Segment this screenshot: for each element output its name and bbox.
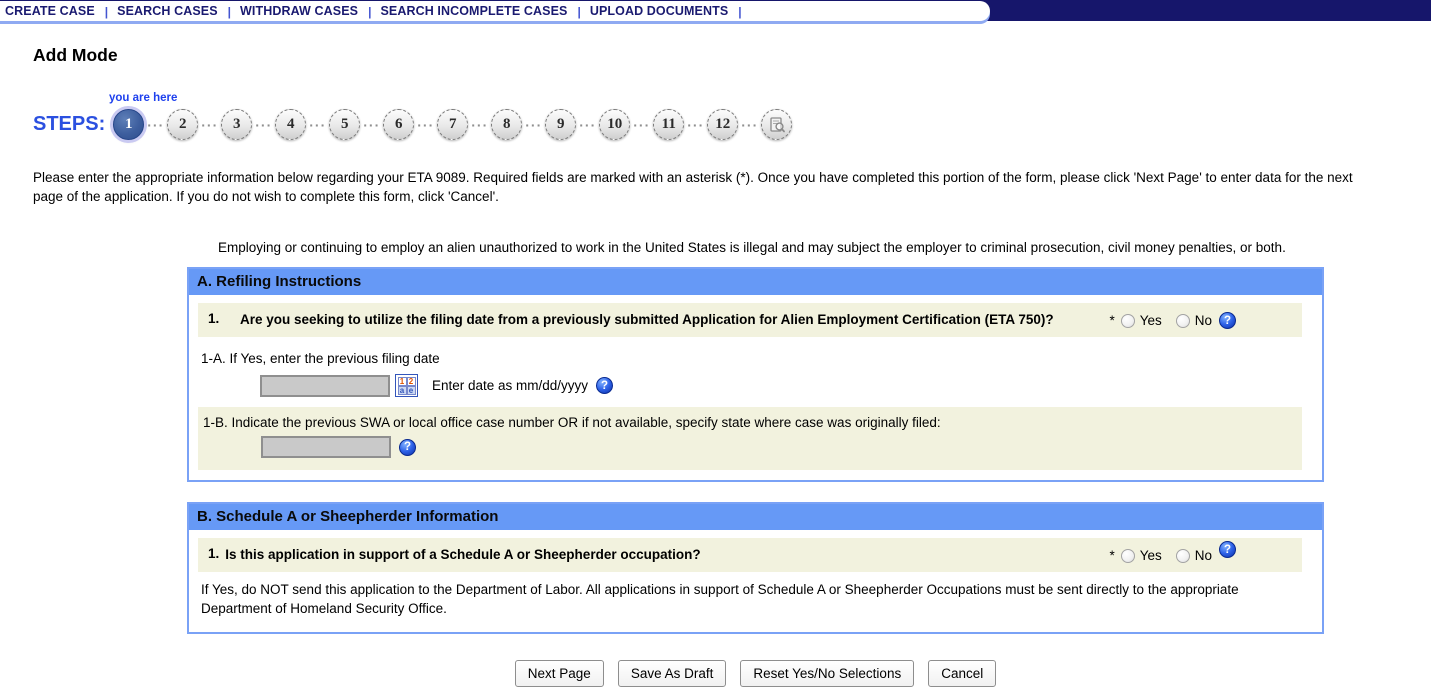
section-b-schedule-a-sheepherder: [187, 502, 1324, 634]
section-a-header: A. Refiling Instructions: [189, 269, 1322, 295]
section-b-content: [189, 530, 1322, 632]
section-a-q1-yes-radio[interactable]: [1121, 314, 1135, 328]
step-connector-dots: ···: [471, 116, 489, 133]
section-a-question-1a-block: [198, 343, 1302, 401]
intro-line-1: Please enter the appropriate information below regarding your ETA 9089. Required fields are marked with an asterisk (*). Once you have completed this portion of the form, please click 'Next Page' to enter data for the next: [33, 170, 1353, 185]
calendar-icon[interactable]: 1 2 a e: [395, 374, 418, 397]
section-b-header: B. Schedule A or Sheepherder Information: [189, 504, 1322, 530]
nav-separator: |: [738, 5, 742, 19]
yes-label: Yes: [1139, 313, 1162, 328]
question-number: 1.: [208, 546, 220, 561]
section-b-question-1-row: [198, 538, 1302, 572]
swa-case-number-input[interactable]: [261, 436, 391, 458]
question-1a-label: 1-A. If Yes, enter the previous filing date: [201, 351, 440, 366]
step-connector-dots: ···: [255, 116, 273, 133]
section-a-q1-help-icon[interactable]: ?: [1219, 312, 1236, 329]
question-number: 1.: [208, 311, 220, 326]
nav-separator: |: [104, 5, 109, 19]
no-label: No: [1194, 313, 1212, 328]
steps-label: STEPS:: [33, 113, 106, 135]
required-asterisk: *: [1109, 313, 1115, 328]
step-connector-dots: ···: [687, 116, 705, 133]
section-b-q1-help-icon[interactable]: ?: [1219, 541, 1236, 558]
intro-line-2: page of the application. If you do not wish to complete this form, click 'Cancel'.: [33, 189, 499, 204]
nav-item-upload-documents[interactable]: UPLOAD DOCUMENTS: [589, 4, 729, 18]
step-review-icon: [761, 109, 792, 140]
step-connector-dots: ···: [363, 116, 381, 133]
step-connector-dots: ···: [579, 116, 597, 133]
step-2: 2: [167, 109, 198, 140]
steps-track: [113, 109, 792, 140]
cancel-button[interactable]: Cancel: [928, 660, 996, 687]
step-1-current: 1: [113, 109, 144, 140]
question-1-answer-group: [1109, 311, 1236, 329]
question-1a-field-row: [260, 368, 1302, 401]
section-b-answer-group: [1109, 543, 1236, 564]
no-label: No: [1194, 548, 1212, 563]
step-connector-dots: ···: [633, 116, 651, 133]
nav-menu: [0, 1, 990, 21]
question-1a-help-icon[interactable]: ?: [596, 377, 613, 394]
step-11: 11: [653, 109, 684, 140]
section-b-q1-no-radio[interactable]: [1176, 549, 1190, 563]
nav-item-create-case[interactable]: CREATE CASE: [5, 4, 95, 18]
nav-separator: |: [368, 5, 372, 19]
question-text: Is this application in support of a Schedule A or Sheepherder occupation?: [225, 547, 701, 562]
steps-indicator: [33, 92, 1431, 140]
intro-paragraph: [33, 168, 1431, 206]
step-4: 4: [275, 109, 306, 140]
section-b-note: If Yes, do NOT send this application to the Department of Labor. All applications in support of Schedule A or Sheepherder Occupations must be sent directly to the appropriate Department of Homeland Security Office.: [201, 582, 1239, 616]
step-7: 7: [437, 109, 468, 140]
required-asterisk: *: [1109, 548, 1115, 563]
section-a-q1-no-radio[interactable]: [1176, 314, 1190, 328]
date-format-hint: Enter date as mm/dd/yyyy: [432, 378, 589, 393]
page-title: Add Mode: [33, 45, 118, 65]
step-12: 12: [707, 109, 738, 140]
step-connector-dots: ···: [309, 116, 327, 133]
step-connector-dots: ···: [741, 116, 759, 133]
previous-filing-date-input[interactable]: [260, 375, 390, 397]
save-as-draft-button[interactable]: Save As Draft: [618, 660, 727, 687]
question-1b-label: 1-B. Indicate the previous SWA or local office case number OR if not available, specify state where case was originally filed:: [203, 415, 941, 430]
step-10: 10: [599, 109, 630, 140]
section-a-content: [189, 295, 1322, 480]
reset-yes-no-selections-button[interactable]: Reset Yes/No Selections: [740, 660, 914, 687]
question-text: Are you seeking to utilize the filing date from a previously submitted Application for Alien Employment Certification (ETA 750)?: [240, 312, 1054, 327]
you-are-here-label: you are here: [109, 92, 178, 104]
step-connector-dots: ···: [417, 116, 435, 133]
top-navbar: [0, 0, 1431, 25]
employer-warning-text: Employing or continuing to employ an alien unauthorized to work in the United States is illegal and may subject the employer to criminal prosecution, civil money penalties, or both.: [218, 240, 1286, 255]
yes-label: Yes: [1139, 548, 1162, 563]
step-5: 5: [329, 109, 360, 140]
step-connector-dots: ···: [201, 116, 219, 133]
step-8: 8: [491, 109, 522, 140]
step-6: 6: [383, 109, 414, 140]
form-button-row: [187, 660, 1324, 687]
next-page-button[interactable]: Next Page: [515, 660, 604, 687]
nav-item-search-cases[interactable]: SEARCH CASES: [117, 4, 218, 18]
nav-item-withdraw-cases[interactable]: WITHDRAW CASES: [240, 4, 359, 18]
section-a-refiling-instructions: [187, 267, 1324, 482]
step-connector-dots: ···: [525, 116, 543, 133]
section-a-question-1b-row: [198, 407, 1302, 470]
section-b-q1-yes-radio[interactable]: [1121, 549, 1135, 563]
step-connector-dots: ···: [147, 116, 165, 133]
question-1b-help-icon[interactable]: ?: [399, 439, 416, 456]
nav-separator: |: [577, 5, 581, 19]
section-a-question-1-row: [198, 303, 1302, 337]
step-9: 9: [545, 109, 576, 140]
question-1b-field-row: [261, 430, 1292, 462]
step-3: 3: [221, 109, 252, 140]
nav-separator: |: [227, 5, 232, 19]
nav-item-search-incomplete-cases[interactable]: SEARCH INCOMPLETE CASES: [380, 4, 568, 18]
